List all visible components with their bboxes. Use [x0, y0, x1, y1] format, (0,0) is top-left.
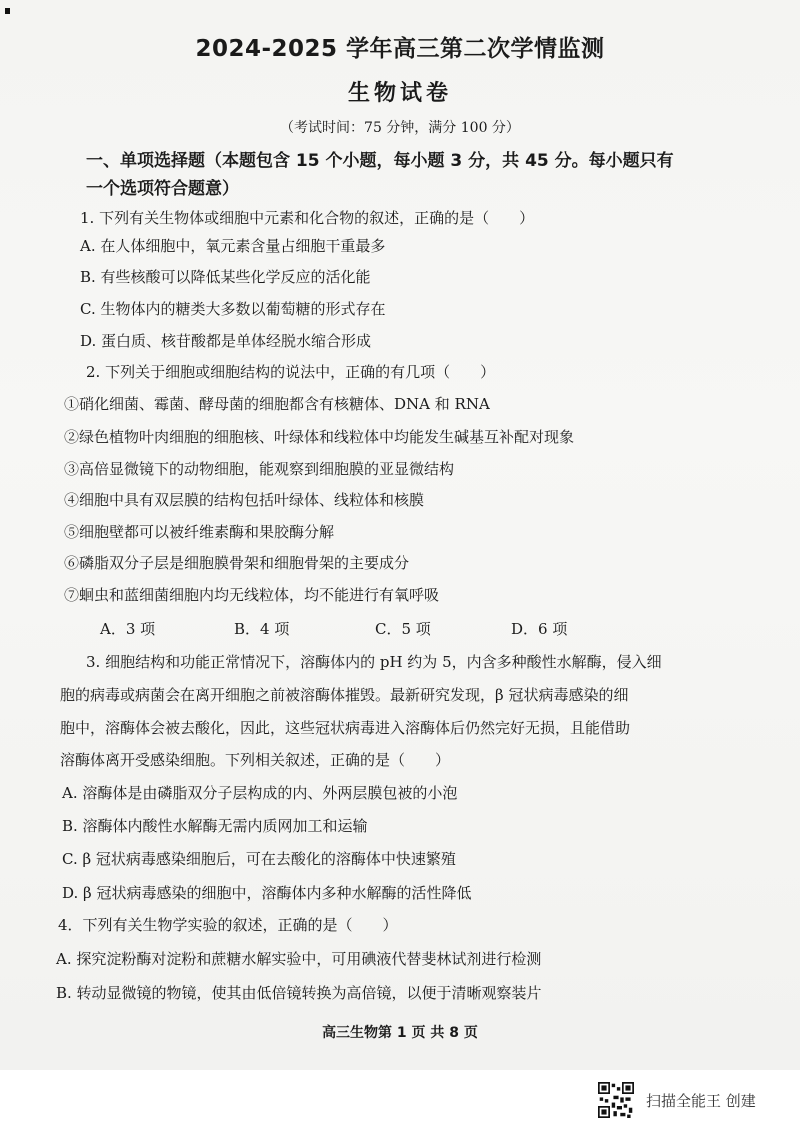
- q1-option-d: D. 蛋白质、核苷酸都是单体经脱水缩合形成: [80, 332, 372, 350]
- q3-stem-line2: 胞的病毒或病菌会在离开细胞之前被溶酶体摧毁。最新研究发现，β 冠状病毒感染的细: [60, 686, 629, 704]
- qr-code-icon: [598, 1082, 634, 1118]
- q3-option-a: A. 溶酶体是由磷脂双分子层构成的内、外两层膜包被的小泡: [62, 784, 458, 802]
- q3-stem-line1: 3. 细胞结构和功能正常情况下，溶酶体内的 pH 约为 5，内含多种酸性水解酶，侵入细: [86, 653, 662, 671]
- section-heading-line1: 一、单项选择题（本题包含 15 个小题，每小题 3 分，共 45 分。每小题只有: [86, 151, 674, 171]
- q3-stem-line3: 胞中，溶酶体会被去酸化，因此，这些冠状病毒进入溶酶体后仍然完好无损，且能借助: [60, 719, 631, 737]
- q4-stem: 4．下列有关生物学实验的叙述，正确的是（ ）: [58, 916, 398, 934]
- q2-stem: 2. 下列关于细胞或细胞结构的说法中，正确的有几项（ ）: [86, 363, 496, 381]
- exam-title: 2024-2025 学年高三第二次学情监测: [195, 36, 605, 62]
- scanner-label: 扫描全能王 创建: [646, 1091, 756, 1110]
- q2-statement-5: ⑤细胞壁都可以被纤维素酶和果胶酶分解: [64, 523, 335, 541]
- corner-mark: [5, 8, 10, 14]
- q4-option-b: B. 转动显微镜的物镜，使其由低倍镜转换为高倍镜，以便于清晰观察装片: [56, 984, 542, 1002]
- exam-info: （考试时间：75 分钟，满分 100 分）: [280, 120, 520, 136]
- q1-option-b: B. 有些核酸可以降低某些化学反应的活化能: [80, 268, 371, 286]
- section-heading-line2: 一个选项符合题意）: [86, 179, 239, 199]
- q1-option-a: A. 在人体细胞中，氧元素含量占细胞干重最多: [80, 237, 386, 255]
- q2-choice-a: A．3 项: [100, 620, 156, 638]
- q1-stem: 1. 下列有关生物体或细胞中元素和化合物的叙述，正确的是（ ）: [80, 209, 535, 227]
- q2-statement-1: ①硝化细菌、霉菌、酵母菌的细胞都含有核糖体、DNA 和 RNA: [64, 395, 490, 413]
- q2-statement-4: ④细胞中具有双层膜的结构包括叶绿体、线粒体和核膜: [64, 491, 425, 509]
- q2-statement-7: ⑦蛔虫和蓝细菌细胞内均无线粒体，均不能进行有氧呼吸: [64, 586, 440, 604]
- scanner-watermark: [598, 1082, 756, 1118]
- page-footer: 高三生物第 1 页 共 8 页: [322, 1025, 478, 1041]
- q3-option-b: B. 溶酶体内酸性水解酶无需内质网加工和运输: [62, 817, 368, 835]
- q3-stem-line4: 溶酶体离开受感染细胞。下列相关叙述，正确的是（ ）: [60, 751, 451, 769]
- q3-option-c: C. β 冠状病毒感染细胞后，可在去酸化的溶酶体中快速繁殖: [62, 850, 456, 868]
- q2-statement-2: ②绿色植物叶肉细胞的细胞核、叶绿体和线粒体中均能发生碱基互补配对现象: [64, 428, 575, 446]
- q1-option-c: C. 生物体内的糖类大多数以葡萄糖的形式存在: [80, 300, 386, 318]
- q2-choices: [0, 618, 800, 640]
- q2-statement-6: ⑥磷脂双分子层是细胞膜骨架和细胞骨架的主要成分: [64, 554, 410, 572]
- exam-subject: 生物试卷: [347, 81, 452, 106]
- q2-choice-c: C．5 项: [375, 620, 431, 638]
- q3-option-d: D. β 冠状病毒感染的细胞中，溶酶体内多种水解酶的活性降低: [62, 884, 472, 902]
- q2-choice-b: B．4 项: [234, 620, 290, 638]
- q2-statement-3: ③高倍显微镜下的动物细胞，能观察到细胞膜的亚显微结构: [64, 460, 455, 478]
- q2-choice-d: D．6 项: [511, 620, 568, 638]
- q4-option-a: A. 探究淀粉酶对淀粉和蔗糖水解实验中，可用碘液代替斐林试剂进行检测: [56, 950, 542, 968]
